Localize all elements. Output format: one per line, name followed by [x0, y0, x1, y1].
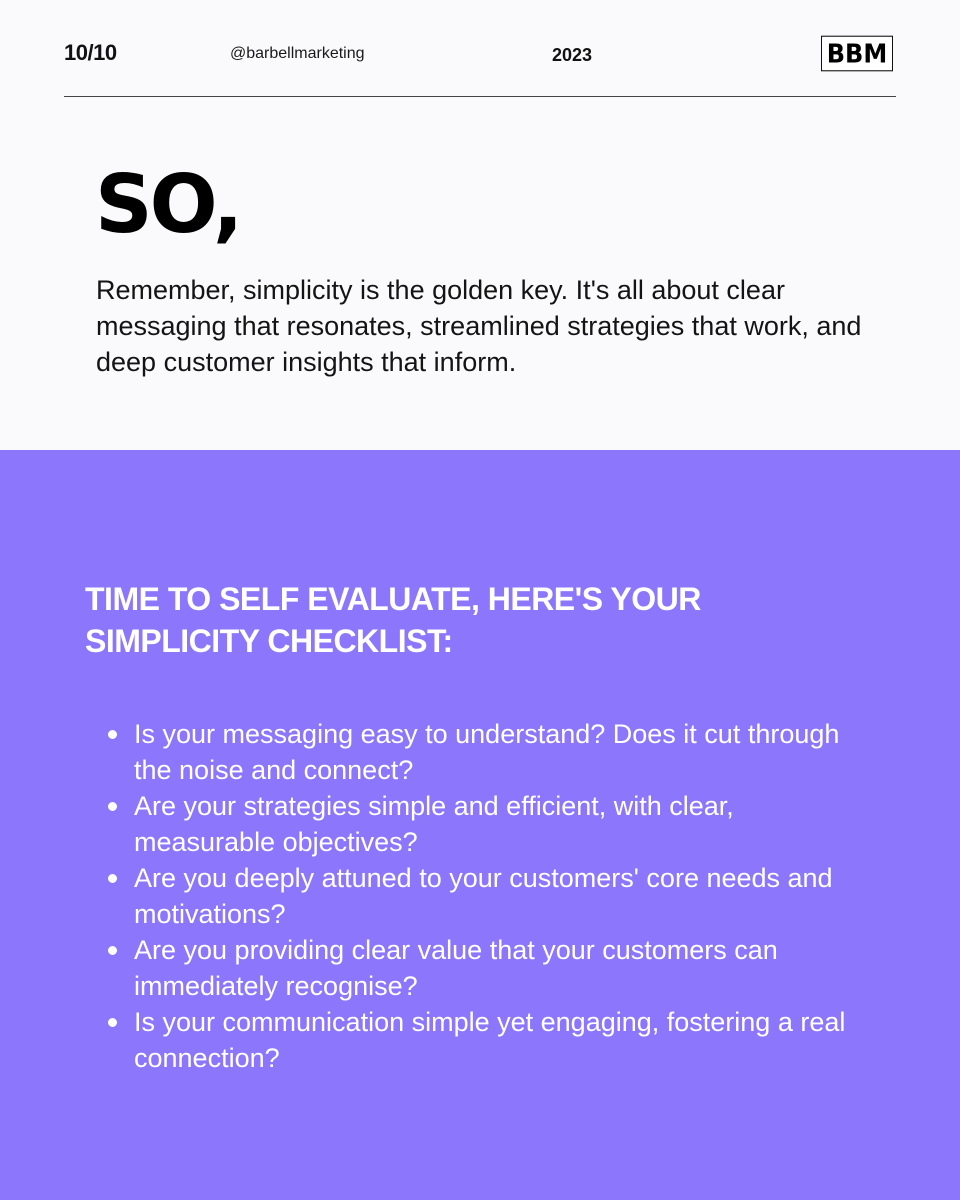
checklist-item: [108, 788, 868, 860]
checklist-section: [0, 450, 960, 1200]
checklist-item-text: Are your strategies simple and efficient, with clear, measurable objectives?: [134, 791, 734, 857]
checklist-item: [108, 932, 868, 1004]
checklist-item: [108, 716, 868, 788]
account-handle: @barbellmarketing: [230, 45, 365, 62]
checklist-item-text: Is your communication simple yet engaging, fostering a real connection?: [134, 1007, 846, 1073]
checklist-item-text: Are you deeply attuned to your customers' core needs and motivations?: [134, 863, 833, 929]
checklist-item-text: Are you providing clear value that your customers can immediately recognise?: [134, 935, 778, 1001]
checklist-item: [108, 860, 868, 932]
checklist-item-text: Is your messaging easy to understand? Does it cut through the noise and connect?: [134, 719, 840, 785]
bullet-icon: [108, 874, 117, 883]
bullet-icon: [108, 946, 117, 955]
checklist: [108, 716, 868, 1076]
bullet-icon: [108, 730, 117, 739]
page-indicator: 10/10: [64, 40, 117, 65]
headline: SO,: [95, 158, 241, 251]
year-label: 2023: [552, 45, 593, 65]
checklist-item: [108, 1004, 868, 1076]
bullet-icon: [108, 1018, 117, 1027]
top-section: [0, 0, 960, 450]
intro-paragraph: Remember, simplicity is the golden key. It's all about clear messaging that resonates, streamlined strategies that work, and deep customer insights that inform.: [96, 275, 862, 377]
checklist-title: TIME TO SELF EVALUATE, HERE'S YOUR SIMPLICITY CHECKLIST:: [85, 581, 701, 659]
bullet-icon: [108, 802, 117, 811]
brand-logo: BBM: [821, 36, 893, 72]
header-divider: [64, 96, 896, 97]
